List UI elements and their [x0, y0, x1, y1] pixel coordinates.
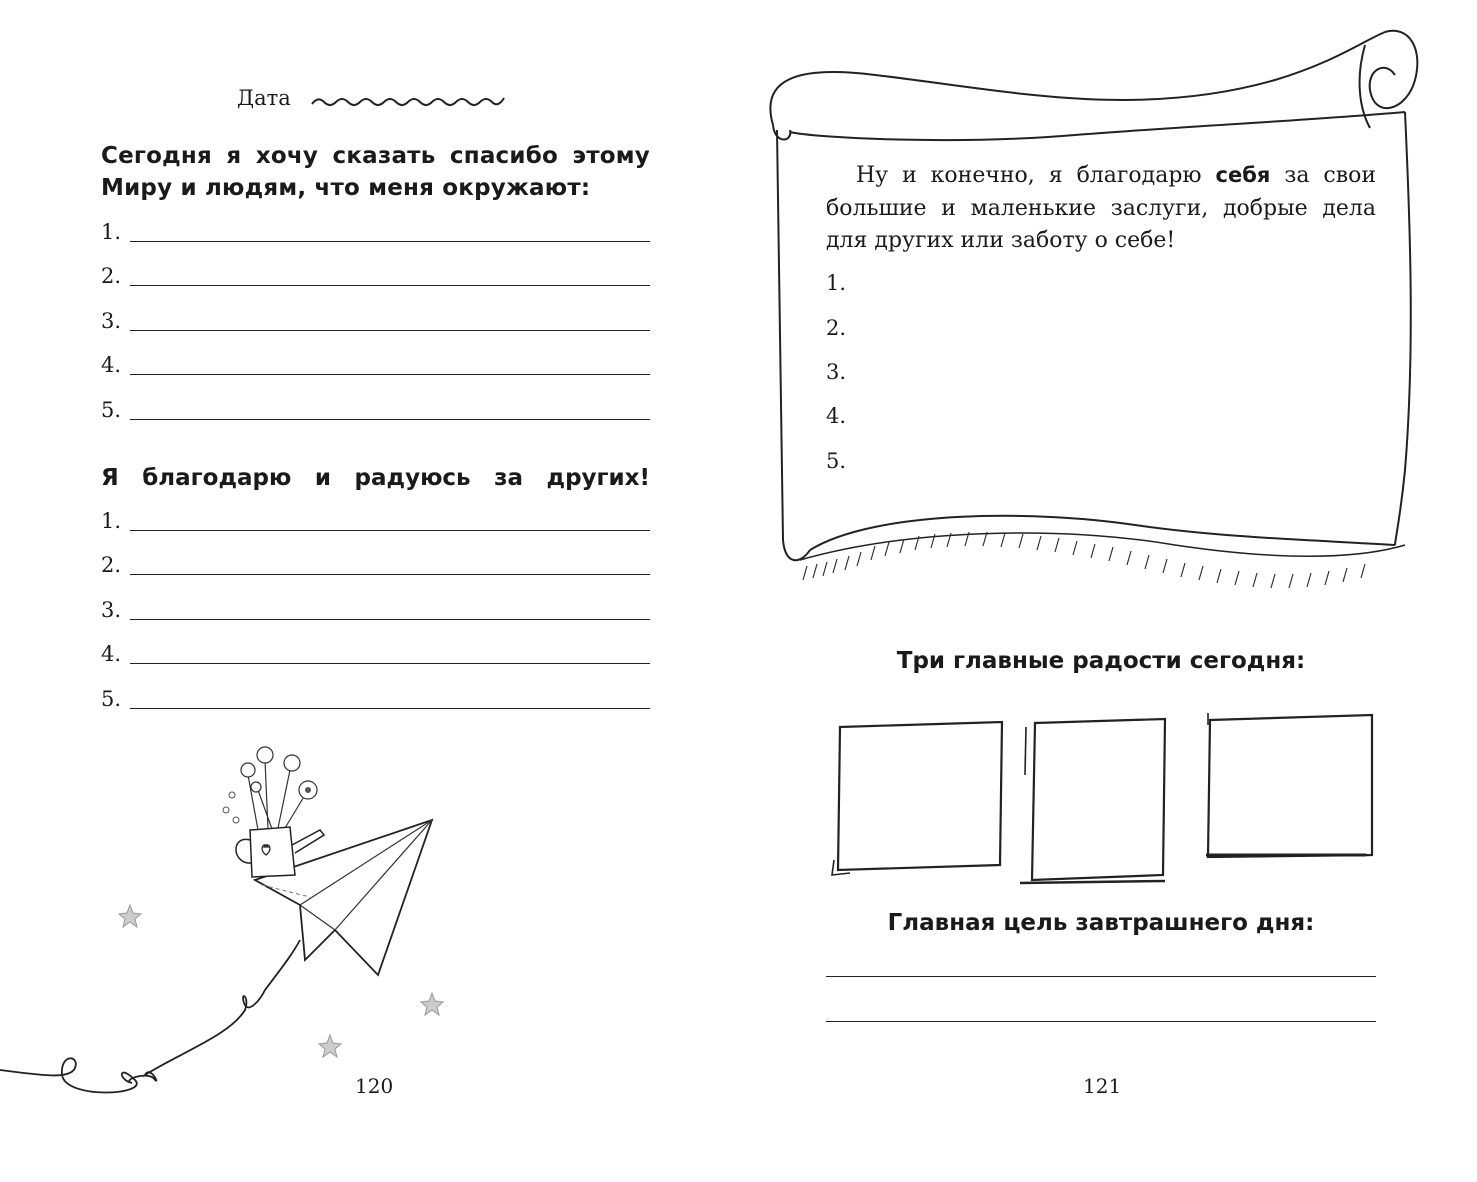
others-list-item-2[interactable] — [101, 545, 650, 575]
write-line[interactable] — [130, 663, 650, 664]
list-number: 3. — [101, 309, 122, 333]
page-number-right: 121 — [1083, 1074, 1122, 1098]
list-number: 4. — [101, 353, 122, 377]
three-joys-heading: Три главные радости сегодня: — [896, 648, 1306, 674]
self-list-item-1[interactable]: 1. — [826, 271, 847, 295]
world-list-item-4[interactable] — [101, 345, 650, 375]
self-list-item-4[interactable]: 4. — [826, 404, 847, 428]
world-list-item-3[interactable] — [101, 301, 650, 331]
list-number: 1. — [101, 220, 122, 244]
write-line[interactable] — [130, 419, 650, 420]
list-number: 5. — [101, 398, 122, 422]
scroll-frame — [755, 20, 1435, 610]
self-gratitude-text-start: Ну и конечно, я благодарю — [856, 163, 1202, 188]
others-list-item-3[interactable] — [101, 590, 650, 620]
page-number-left: 120 — [355, 1074, 394, 1098]
world-list-item-1[interactable] — [101, 212, 650, 242]
others-list-item-5[interactable] — [101, 679, 650, 709]
gratitude-others-heading: Я благодарю и радуюсь за других! — [101, 465, 650, 491]
write-line[interactable] — [130, 285, 650, 286]
list-number: 1. — [101, 509, 122, 533]
list-number: 5. — [101, 687, 122, 711]
joy-box-2[interactable] — [1020, 719, 1165, 883]
self-list-item-2[interactable]: 2. — [826, 316, 847, 340]
paper-plane-flowers-illustration — [0, 735, 460, 1125]
self-list-item-5[interactable]: 5. — [826, 449, 847, 473]
list-number: 2. — [101, 264, 122, 288]
write-line[interactable] — [130, 330, 650, 331]
gratitude-world-heading-line-1: Сегодня я хочу сказать спасибо этому — [101, 143, 650, 169]
date-squiggle-line[interactable] — [308, 88, 518, 112]
goal-write-line-1[interactable] — [826, 976, 1376, 977]
world-list-item-5[interactable] — [101, 390, 650, 420]
write-line[interactable] — [130, 241, 650, 242]
write-line[interactable] — [130, 374, 650, 375]
joy-box-3[interactable] — [1206, 713, 1372, 857]
self-list-item-3[interactable]: 3. — [826, 360, 847, 384]
date-label: Дата — [237, 86, 291, 110]
others-list-item-1[interactable] — [101, 501, 650, 531]
list-number: 3. — [101, 598, 122, 622]
joy-box-1[interactable] — [832, 722, 1002, 875]
write-line[interactable] — [130, 619, 650, 620]
world-list-item-2[interactable] — [101, 256, 650, 286]
three-joys-boxes — [820, 705, 1380, 890]
list-number: 4. — [101, 642, 122, 666]
self-gratitude-text-end: за свои большие и маленькие заслуги, добрые дела для других или заботу о себе! — [826, 163, 1377, 253]
goal-write-line-2[interactable] — [826, 1021, 1376, 1022]
write-line[interactable] — [130, 530, 650, 531]
self-gratitude-emphasis: себя — [1215, 163, 1271, 187]
write-line[interactable] — [130, 708, 650, 709]
tomorrow-goal-heading: Главная цель завтрашнего дня: — [887, 910, 1315, 936]
write-line[interactable] — [130, 574, 650, 575]
gratitude-world-heading — [101, 140, 650, 204]
self-gratitude-text — [826, 159, 1376, 258]
gratitude-world-heading-line-2: Миру и людям, что меня окружают: — [101, 175, 591, 201]
others-list-item-4[interactable] — [101, 634, 650, 664]
list-number: 2. — [101, 553, 122, 577]
